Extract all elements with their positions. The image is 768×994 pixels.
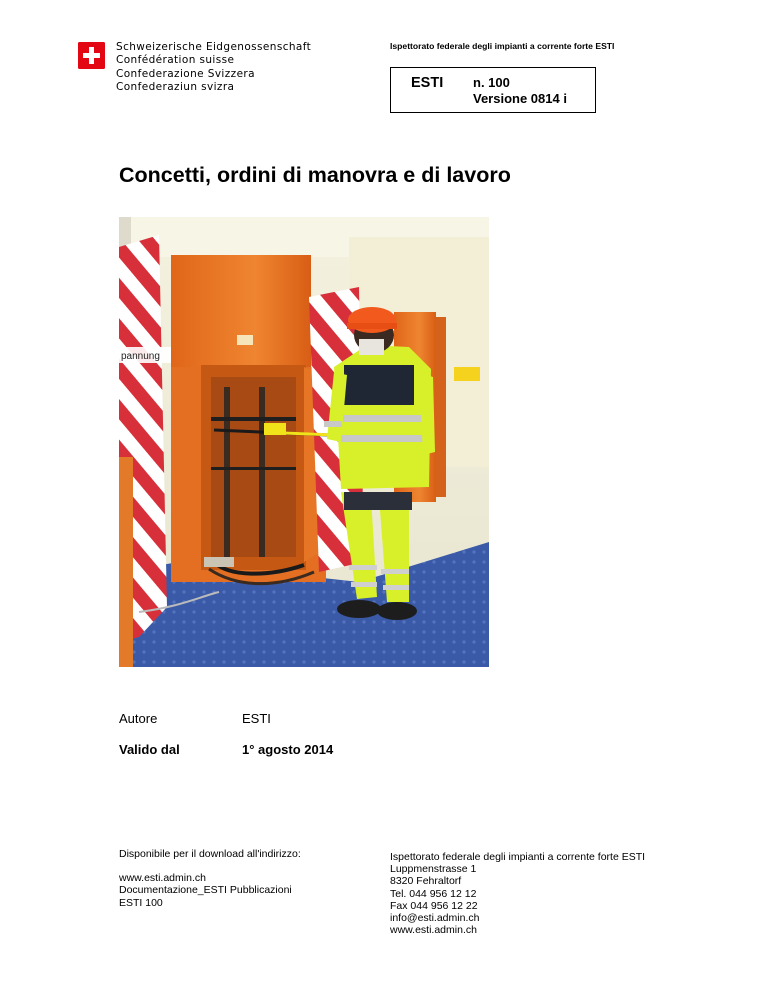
photo-sign-text: pannung bbox=[121, 351, 160, 362]
contact-info bbox=[390, 851, 645, 936]
document-title: Concetti, ordini di manovra e di lavoro bbox=[119, 163, 511, 187]
download-intro: Disponibile per il download all'indirizzo: bbox=[119, 848, 301, 860]
contact-fax: Fax 044 956 12 22 bbox=[390, 899, 478, 912]
confederation-name-fr: Confédération suisse bbox=[116, 54, 235, 67]
document-id-box bbox=[390, 67, 596, 113]
author-label: Autore bbox=[119, 711, 158, 726]
contact-email[interactable]: info@esti.admin.ch bbox=[390, 912, 480, 925]
doc-id-label: ESTI bbox=[411, 75, 444, 91]
confederation-name-rm: Confederaziun svizra bbox=[116, 80, 235, 93]
contact-website[interactable]: www.esti.admin.ch bbox=[390, 924, 477, 937]
valid-from-label: Valido dal bbox=[119, 742, 180, 757]
download-url[interactable]: www.esti.admin.ch bbox=[119, 872, 206, 885]
confederation-name-it: Confederazione Svizzera bbox=[116, 67, 255, 80]
swiss-flag-logo bbox=[78, 42, 105, 69]
author-value: ESTI bbox=[242, 711, 271, 726]
confederation-names bbox=[116, 41, 311, 94]
contact-org: Ispettorato federale degli impianti a corrente forte ESTI bbox=[390, 851, 646, 863]
download-info bbox=[119, 848, 301, 909]
confederation-name-de: Schweizerische Eidgenossenschaft bbox=[116, 41, 312, 53]
cover-photo bbox=[119, 217, 489, 667]
doc-version: Versione 0814 i bbox=[473, 91, 567, 106]
contact-tel: Tel. 044 956 12 12 bbox=[390, 887, 477, 900]
valid-from-value: 1° agosto 2014 bbox=[242, 742, 334, 757]
inspectorate-name-header: Ispettorato federale degli impianti a corrente forte ESTI bbox=[390, 41, 615, 51]
contact-city: 8320 Fehraltorf bbox=[390, 875, 462, 888]
download-path: Documentazione_ESTI Pubblicazioni bbox=[119, 884, 292, 897]
doc-id-number-version bbox=[473, 75, 567, 107]
doc-number: n. 100 bbox=[473, 75, 510, 90]
contact-street: Luppmenstrasse 1 bbox=[390, 863, 477, 876]
download-doc-ref: ESTI 100 bbox=[119, 896, 163, 909]
